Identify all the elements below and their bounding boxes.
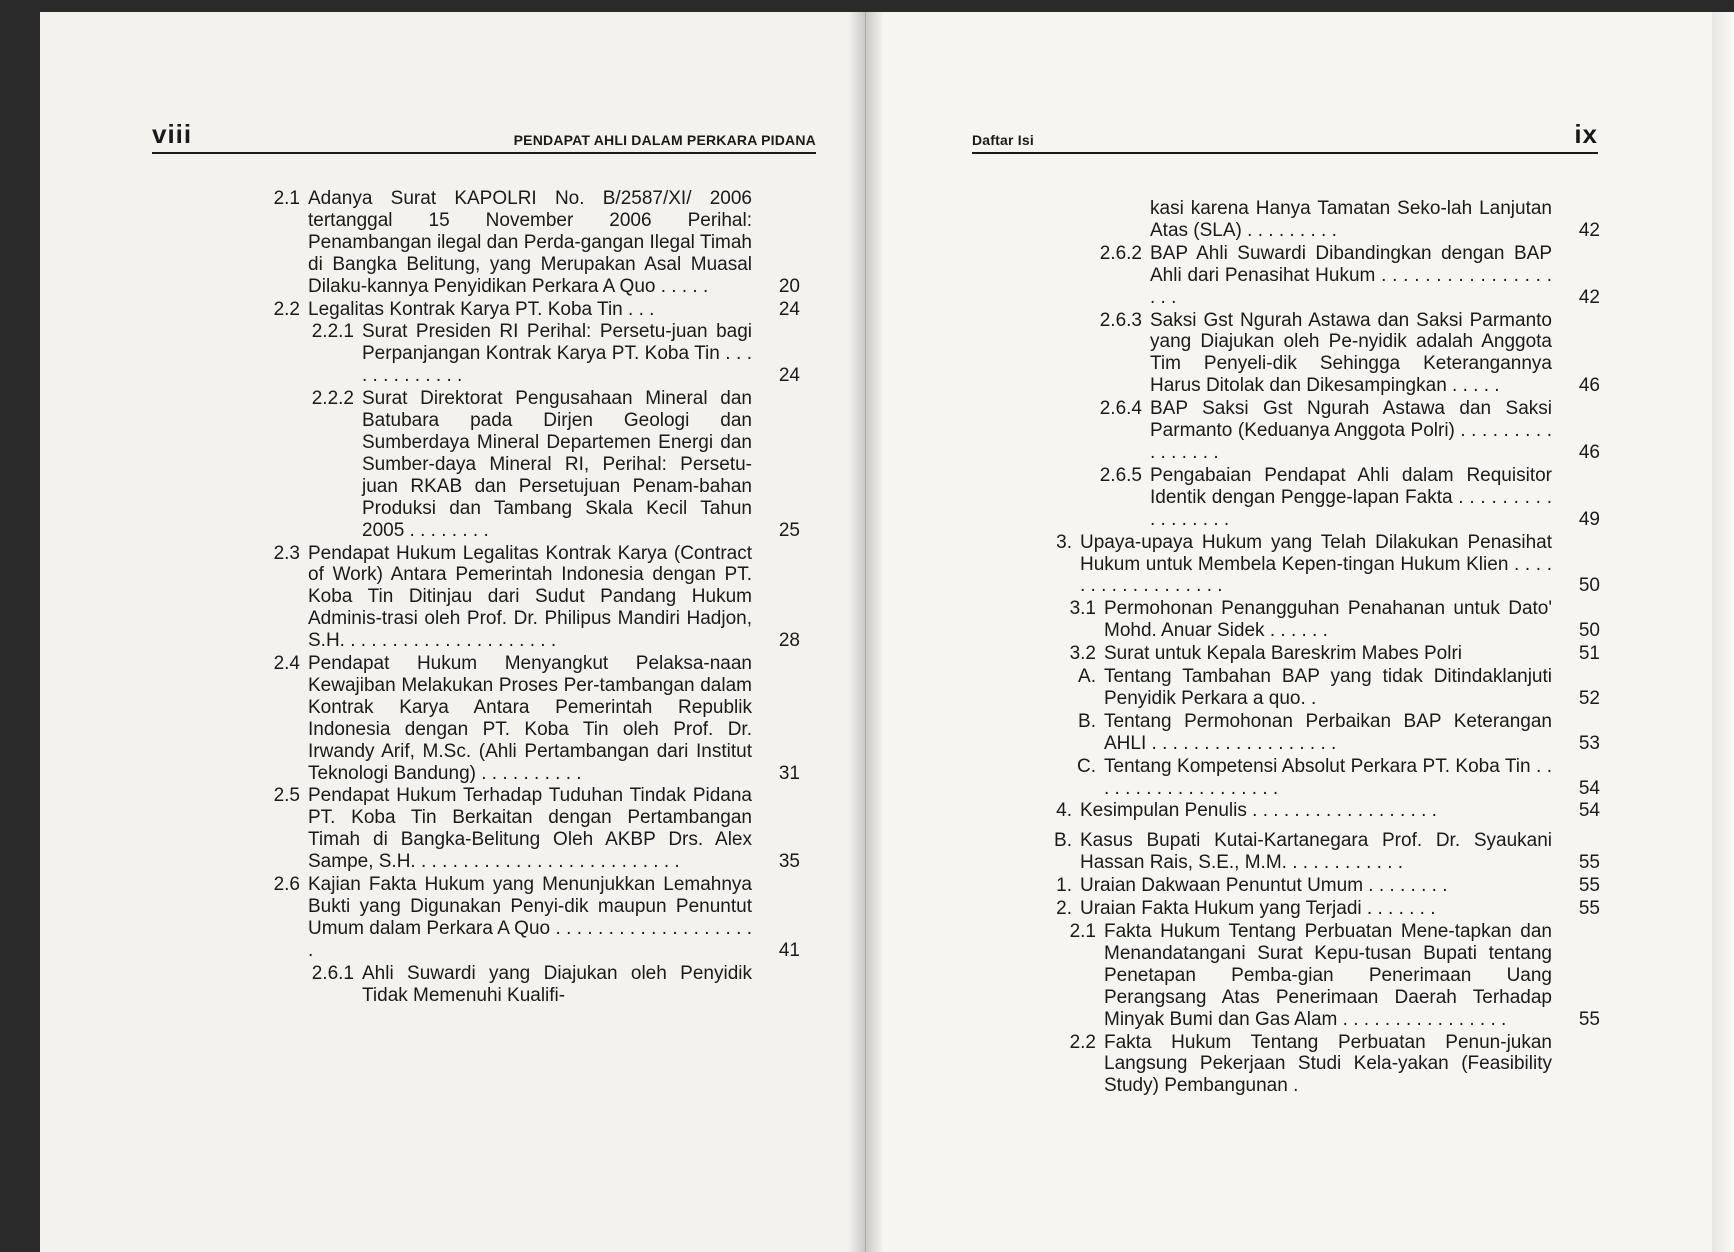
entry-title: Uraian Dakwaan Penuntut Umum . . . . . . . . bbox=[1080, 875, 1448, 897]
toc-entry[interactable] bbox=[960, 198, 1600, 242]
entry-number: 2.6.4 bbox=[1099, 398, 1142, 420]
entry-title: Adanya Surat KAPOLRI No. B/2587/XI/ 2006 tertanggal 15 November 2006 Perihal: Penambangan ilegal dan Perda-gangan Ilegal Timah di Bangka Belitung, yang Merupakan Asal Muasal Dilaku-kannya Penyidikan Perkara A Quo . . . . . bbox=[308, 188, 752, 297]
toc-entry[interactable] bbox=[190, 388, 800, 541]
entry-page: 55 bbox=[1578, 1008, 1600, 1030]
entry-title: Pengabaian Pendapat Ahli dalam Requisitor Identik dengan Pengge-lapan Fakta . . . . . . . . . . . . . . . . . bbox=[1150, 464, 1552, 530]
toc-entry[interactable] bbox=[960, 711, 1600, 755]
toc-entry[interactable] bbox=[190, 321, 800, 387]
entry-number: 2.6.5 bbox=[1099, 464, 1142, 486]
entry-page: 55 bbox=[1578, 898, 1600, 920]
entry-page: 53 bbox=[1578, 732, 1600, 754]
running-head: PENDAPAT AHLI DALAM PERKARA PIDANA bbox=[513, 132, 816, 148]
entry-title: Surat untuk Kepala Bareskrim Mabes Polri bbox=[1104, 643, 1462, 665]
entry-title: Kasus Bupati Kutai-Kartanegara Prof. Dr. Syaukani Hassan Rais, S.E., M.M. . . . . . . . . . . . bbox=[1080, 830, 1552, 874]
entry-title: Tentang Tambahan BAP yang tidak Ditindaklanjuti Penyidik Perkara a quo. . bbox=[1104, 666, 1552, 709]
entry-number: 2.6.3 bbox=[1099, 309, 1142, 331]
entry-title: Tentang Permohonan Perbaikan BAP Keterangan AHLI . . . . . . . . . . . . . . . . . . bbox=[1104, 710, 1552, 754]
entry-page: 35 bbox=[778, 851, 800, 873]
entry-number: 2.2.2 bbox=[311, 388, 354, 410]
toc-entry[interactable] bbox=[960, 243, 1600, 309]
toc-entry[interactable] bbox=[960, 643, 1600, 665]
toc-entry[interactable] bbox=[960, 666, 1600, 710]
entry-title: Permohonan Penangguhan Penahanan untuk Dato' Mohd. Anuar Sidek . . . . . . bbox=[1104, 598, 1552, 642]
toc-entry[interactable] bbox=[190, 188, 800, 298]
toc-entry[interactable] bbox=[960, 875, 1600, 897]
entry-number: 2.1 bbox=[1069, 921, 1096, 942]
entry-number: 2.3 bbox=[273, 542, 300, 564]
entry-number: 2.6 bbox=[273, 874, 300, 896]
entry-title: Surat Presiden RI Perihal: Persetu-juan bagi Perpanjangan Kontrak Karya PT. Koba Tin . . . . . . . . . . . . . bbox=[362, 321, 752, 387]
right-page bbox=[866, 12, 1722, 1252]
entry-title: Tentang Kompetensi Absolut Perkara PT. Koba Tin . . . . . . . . . . . . . . . . . . . bbox=[1104, 755, 1552, 799]
entry-number: 2.2 bbox=[273, 298, 300, 320]
entry-page: 31 bbox=[778, 762, 800, 784]
page-number-folio: ix bbox=[1574, 119, 1598, 149]
entry-title: BAP Saksi Gst Ngurah Astawa dan Saksi Parmanto (Keduanya Anggota Polri) . . . . . . . . . . . . . . . . bbox=[1150, 398, 1552, 463]
toc-entry[interactable] bbox=[960, 800, 1600, 822]
entry-number: 2.2.1 bbox=[311, 321, 354, 343]
entry-title: Kesimpulan Penulis . . . . . . . . . . . . . . . . . . bbox=[1080, 800, 1437, 822]
entry-title: Saksi Gst Ngurah Astawa dan Saksi Parmanto yang Diajukan oleh Pe-nyidik adalah Anggota Tim Penyeli-dik Sehingga Keterangannya Harus Ditolak dan Dikesampingkan . . . . . bbox=[1150, 309, 1552, 397]
entry-number: 2.4 bbox=[273, 653, 300, 675]
left-page bbox=[40, 12, 866, 1252]
toc-entry[interactable] bbox=[960, 921, 1600, 1031]
entry-title: Kajian Fakta Hukum yang Menunjukkan Lemahnya Bukti yang Digunakan Penyi-dik maupun Penuntut Umum dalam Perkara A Quo . . . . . . . . . . . . . . . . . . . . bbox=[308, 874, 752, 961]
entry-page: 20 bbox=[778, 275, 800, 297]
toc-entry[interactable] bbox=[960, 310, 1600, 398]
toc-entry[interactable] bbox=[960, 532, 1600, 598]
entry-title: Uraian Fakta Hukum yang Terjadi . . . . . . . bbox=[1080, 898, 1436, 920]
entry-page: 24 bbox=[778, 365, 800, 387]
toc-entry[interactable] bbox=[960, 465, 1600, 531]
entry-number: B. bbox=[1078, 710, 1096, 732]
entry-page: 52 bbox=[1578, 687, 1600, 709]
entry-page: 55 bbox=[1578, 852, 1600, 874]
entry-number: 3.1 bbox=[1069, 598, 1096, 620]
entry-number: 1. bbox=[1056, 875, 1072, 897]
entry-title: Legalitas Kontrak Karya PT. Koba Tin . . . bbox=[308, 298, 655, 320]
toc-entry[interactable] bbox=[960, 830, 1600, 874]
entry-page: 28 bbox=[778, 630, 800, 652]
entry-number: 3. bbox=[1056, 531, 1072, 553]
entry-page: 46 bbox=[1578, 441, 1600, 463]
entry-title: Pendapat Hukum Terhadap Tuduhan Tindak Pidana PT. Koba Tin Berkaitan dengan Pertambangan Timah di Bangka-Belitung Oleh AKBP Drs. Alex Sampe, S.H. . . . . . . . . . . . . . . . . . . . . . . . . . bbox=[308, 785, 752, 873]
entry-number: 3.2 bbox=[1069, 643, 1096, 665]
entry-number: 2.6.1 bbox=[311, 962, 354, 984]
entry-title: Pendapat Hukum Menyangkut Pelaksa-naan Kewajiban Melakukan Proses Per-tambangan dalam Kontrak Karya Antara Pemerintah Republik Indonesia dengan PT. Koba Tin oleh Prof. Dr. Irwandy Arif, M.Sc. (Ahli Pertambangan dari Institut Teknologi Bandung) . . . . . . . . . . bbox=[308, 653, 752, 784]
entry-number: 4. bbox=[1056, 800, 1072, 822]
toc-entry[interactable] bbox=[190, 299, 800, 321]
entry-number: C. bbox=[1077, 755, 1096, 777]
toc-entry[interactable] bbox=[190, 963, 800, 1007]
page-number-folio: viii bbox=[152, 119, 193, 149]
entry-number: A. bbox=[1078, 666, 1096, 688]
running-head: Daftar Isi bbox=[972, 132, 1034, 148]
toc-entry[interactable] bbox=[960, 756, 1600, 800]
entry-page: 54 bbox=[1578, 800, 1600, 822]
page-edge bbox=[1712, 12, 1734, 1252]
entry-title: Fakta Hukum Tentang Perbuatan Penun-jukan Langsung Pekerjaan Studi Kela-yakan (Feasibility Study) Pembangunan . bbox=[1104, 1031, 1552, 1097]
entry-title: BAP Ahli Suwardi Dibandingkan dengan BAP Ahli dari Penasihat Hukum . . . . . . . . . . . . . . . . . . . bbox=[1150, 242, 1552, 308]
entry-page: 46 bbox=[1578, 375, 1600, 397]
entry-page: 41 bbox=[778, 939, 800, 961]
entry-title: Upaya-upaya Hukum yang Telah Dilakukan Penasihat Hukum untuk Membela Kepen-tingan Hukum Klien . . . . . . . . . . . . . . . . . . bbox=[1080, 531, 1552, 597]
entry-page: 50 bbox=[1578, 620, 1600, 642]
entry-number: 2.5 bbox=[273, 785, 300, 807]
toc-entry[interactable] bbox=[190, 785, 800, 873]
toc-entry[interactable] bbox=[190, 543, 800, 653]
entry-title: Pendapat Hukum Legalitas Kontrak Karya (Contract of Work) Antara Pemerintah Indonesia dengan PT. Koba Tin Ditinjau dari Sudut Pandang Hukum Adminis-trasi oleh Prof. Dr. Philipus Mandiri Hadjon, S.H. . . . . . . . . . . . . . . . . . . . . bbox=[308, 542, 752, 652]
toc-entry[interactable] bbox=[960, 898, 1600, 920]
entry-page: 49 bbox=[1578, 508, 1600, 530]
entry-page: 55 bbox=[1578, 875, 1600, 897]
toc-entry[interactable] bbox=[190, 653, 800, 784]
entry-page: 54 bbox=[1578, 777, 1600, 799]
toc-entry[interactable] bbox=[960, 1032, 1600, 1098]
entry-number: 2.1 bbox=[273, 188, 300, 209]
entry-page: 42 bbox=[1578, 219, 1600, 241]
toc-entry[interactable] bbox=[960, 598, 1600, 642]
book-gutter bbox=[848, 12, 884, 1252]
left-page-header bbox=[152, 118, 816, 154]
entry-title: kasi karena Hanya Tamatan Seko-lah Lanjutan Atas (SLA) . . . . . . . . . bbox=[1150, 198, 1552, 241]
entry-page: 50 bbox=[1578, 575, 1600, 597]
entry-title: Surat Direktorat Pengusahaan Mineral dan Batubara pada Dirjen Geologi dan Sumberdaya Mineral Departemen Energi dan Sumber-daya Mineral RI, Perihal: Persetu-juan RKAB dan Persetujuan Penam-bahan Produksi dan Tambang Skala Kecil Tahun 2005 . . . . . . . . bbox=[362, 388, 752, 541]
table-of-contents-right bbox=[960, 198, 1600, 1097]
toc-entry[interactable] bbox=[190, 874, 800, 962]
entry-number: 2.2 bbox=[1069, 1031, 1096, 1053]
entry-number: 2. bbox=[1056, 898, 1072, 920]
entry-number: 2.6.2 bbox=[1099, 242, 1142, 264]
entry-page: 42 bbox=[1578, 286, 1600, 308]
entry-page: 24 bbox=[778, 298, 800, 320]
toc-entry[interactable] bbox=[960, 398, 1600, 464]
table-of-contents-left bbox=[190, 188, 800, 1007]
right-page-header bbox=[972, 118, 1598, 154]
entry-page: 25 bbox=[778, 519, 800, 541]
entry-title: Ahli Suwardi yang Diajukan oleh Penyidik Tidak Memenuhi Kualifi- bbox=[362, 962, 752, 1006]
entry-page: 51 bbox=[1578, 643, 1600, 665]
entry-number: B. bbox=[1054, 830, 1072, 852]
entry-title: Fakta Hukum Tentang Perbuatan Mene-tapkan dan Menandatangani Surat Kepu-tusan Bupati tentang Penetapan Pemba-gian Penerimaan Uang Perangsang Atas Penerimaan Daerah Terhadap Minyak Bumi dan Gas Alam . . . . . . . . . . . . . . . . bbox=[1104, 921, 1552, 1030]
